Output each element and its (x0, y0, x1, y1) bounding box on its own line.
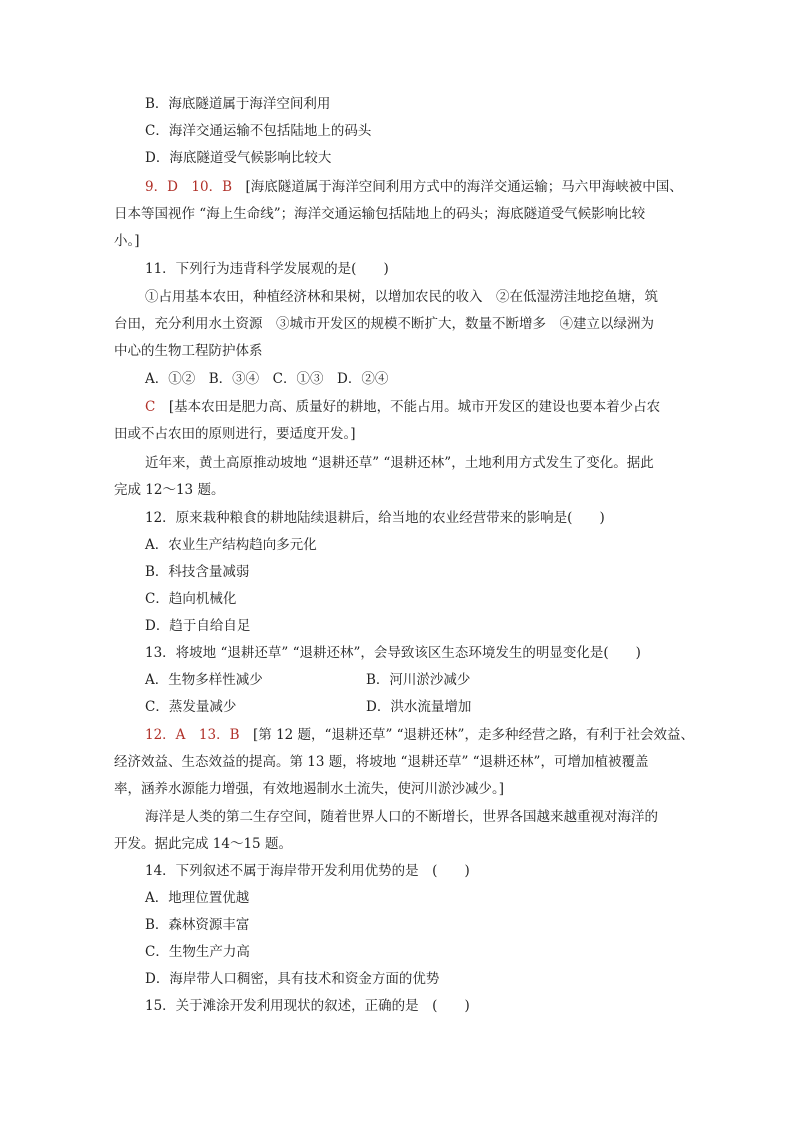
question-11-options: A．①② B．③④ C．①③ D．②④ (145, 371, 389, 387)
question-14-option-c: C．生物生产力高 (145, 944, 250, 960)
intro-14-15-line2: 开发。据此完成 14～15 题。 (114, 836, 292, 852)
question-13-option-d: D．洪水流量增加 (366, 699, 472, 715)
q10-option-b: B．海底隧道属于海洋空间利用 (145, 96, 331, 112)
question-12-stem: 12．原来栽种粮食的耕地陆续退耕后，给当地的农业经营带来的影响是( ) (145, 510, 605, 526)
answer-11-line2: 田或不占农田的原则进行，要适度开发。] (114, 426, 356, 442)
question-11-stem: 11．下列行为违背科学发展观的是( ) (145, 261, 389, 277)
question-15-stem: 15．关于滩涂开发利用现状的叙述，正确的是 ( ) (145, 998, 470, 1014)
q10-option-d: D．海底隧道受气候影响比较大 (145, 150, 332, 166)
question-13-option-b: B．河川淤沙减少 (366, 672, 471, 688)
question-14-option-a: A．地理位置优越 (145, 890, 250, 906)
answer-9-10-line1: 9．D 10．B [海底隧道属于海洋空间利用方式中的海洋交通运输；马六甲海峡被中国、 (145, 179, 683, 195)
question-13-option-a: A．生物多样性减少 (145, 672, 263, 688)
answer-12-13-line3: 率，涵养水源能力增强，有效地遏制水土流失，使河川淤沙减少。] (114, 781, 505, 797)
question-12-option-b: B．科技含量减弱 (145, 564, 250, 580)
question-11-line2: 台田，充分利用水土资源 ③城市开发区的规模不断扩大，数量不断增多 ④建立以绿洲为 (114, 316, 654, 332)
question-11-line1: ①占用基本农田，种植经济林和果树，以增加农民的收入 ②在低湿涝洼地挖鱼塘，筑 (145, 289, 658, 305)
question-13-stem: 13．将坡地 “退耕还草” “退耕还林”，会导致该区生态环境发生的明显变化是( ) (145, 645, 641, 661)
intro-12-13-line1: 近年来，黄土高原推动坡地 “退耕还草” “退耕还林”，土地利用方式发生了变化。据此 (145, 455, 654, 471)
question-14-option-d: D．海岸带人口稠密，具有技术和资金方面的优势 (145, 971, 440, 987)
question-14-option-b: B．森林资源丰富 (145, 917, 250, 933)
answer-key: 9．D 10．B (145, 179, 233, 195)
intro-14-15-line1: 海洋是人类的第二生存空间，随着世界人口的不断增长，世界各国越来越重视对海洋的 (145, 809, 658, 825)
answer-9-10-line3: 小。] (114, 233, 140, 249)
answer-key: 12．A 13．B (145, 727, 240, 743)
answer-12-13-line2: 经济效益、生态效益的提高。第 13 题，将坡地 “退耕还草” “退耕还林”，可增加植被覆盖 (114, 754, 649, 770)
answer-12-13-line1: 12．A 13．B [第 12 题，“退耕还草” “退耕还林”，走多种经营之路，有利于社会效益、 (145, 727, 694, 743)
question-12-option-a: A．农业生产结构趋向多元化 (145, 537, 317, 553)
intro-12-13-line2: 完成 12～13 题。 (114, 482, 225, 498)
answer-9-10-line2: 日本等国视作 “海上生命线”；海洋交通运输包括陆地上的码头；海底隧道受气候影响比较 (114, 206, 646, 222)
answer-key: C (145, 399, 156, 415)
question-12-option-c: C．趋向机械化 (145, 591, 237, 607)
question-13-option-c: C．蒸发量减少 (145, 699, 237, 715)
question-11-line3: 中心的生物工程防护体系 (114, 343, 263, 359)
q10-option-c: C．海洋交通运输不包括陆地上的码头 (145, 123, 372, 139)
question-12-option-d: D．趋于自给自足 (145, 618, 251, 634)
answer-11-line1: C [基本农田是肥力高、质量好的耕地，不能占用。城市开发区的建设也要本着少占农 (145, 399, 661, 415)
question-14-stem: 14．下列叙述不属于海岸带开发利用优势的是 ( ) (145, 863, 470, 879)
